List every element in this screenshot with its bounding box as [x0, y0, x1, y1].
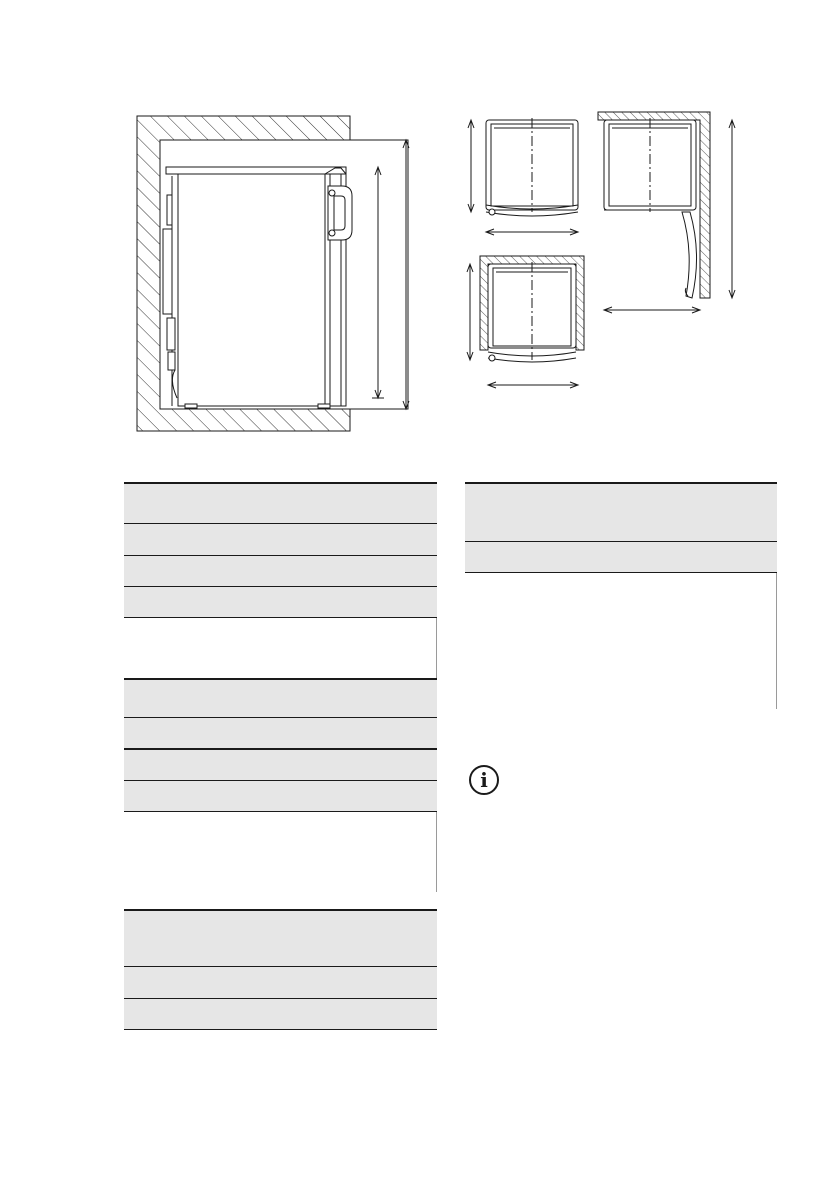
dimensions-table-right — [465, 482, 777, 712]
info-icon: i — [469, 765, 499, 795]
table-row — [465, 542, 777, 572]
dimensions-table-left — [124, 482, 437, 1034]
top-view-in-niche — [467, 256, 584, 388]
table-rule — [124, 678, 437, 680]
table-row — [124, 679, 437, 717]
table-row — [124, 482, 437, 523]
table-row — [124, 750, 437, 780]
table-rule — [124, 811, 437, 812]
installation-drawings — [0, 0, 839, 460]
table-row — [124, 556, 437, 586]
fridge-installation-side-view — [137, 116, 409, 431]
table-row — [124, 718, 437, 748]
table-rule — [124, 909, 437, 911]
table-row — [124, 999, 437, 1029]
table-row — [124, 967, 437, 998]
table-border — [776, 573, 777, 709]
table-row — [124, 781, 437, 811]
table-rule — [124, 482, 437, 484]
table-row — [124, 910, 437, 966]
table-rule — [465, 572, 777, 573]
table-border — [436, 812, 437, 892]
fridge-door-opening-top-views — [467, 112, 735, 388]
table-rule — [124, 1029, 437, 1030]
table-row — [124, 587, 437, 617]
top-view-door-open — [598, 112, 735, 313]
table-row — [465, 482, 777, 541]
table-rule — [124, 617, 437, 618]
table-rule — [465, 482, 777, 484]
table-row — [124, 524, 437, 555]
top-view-free-standing — [468, 118, 578, 235]
table-border — [436, 618, 437, 678]
